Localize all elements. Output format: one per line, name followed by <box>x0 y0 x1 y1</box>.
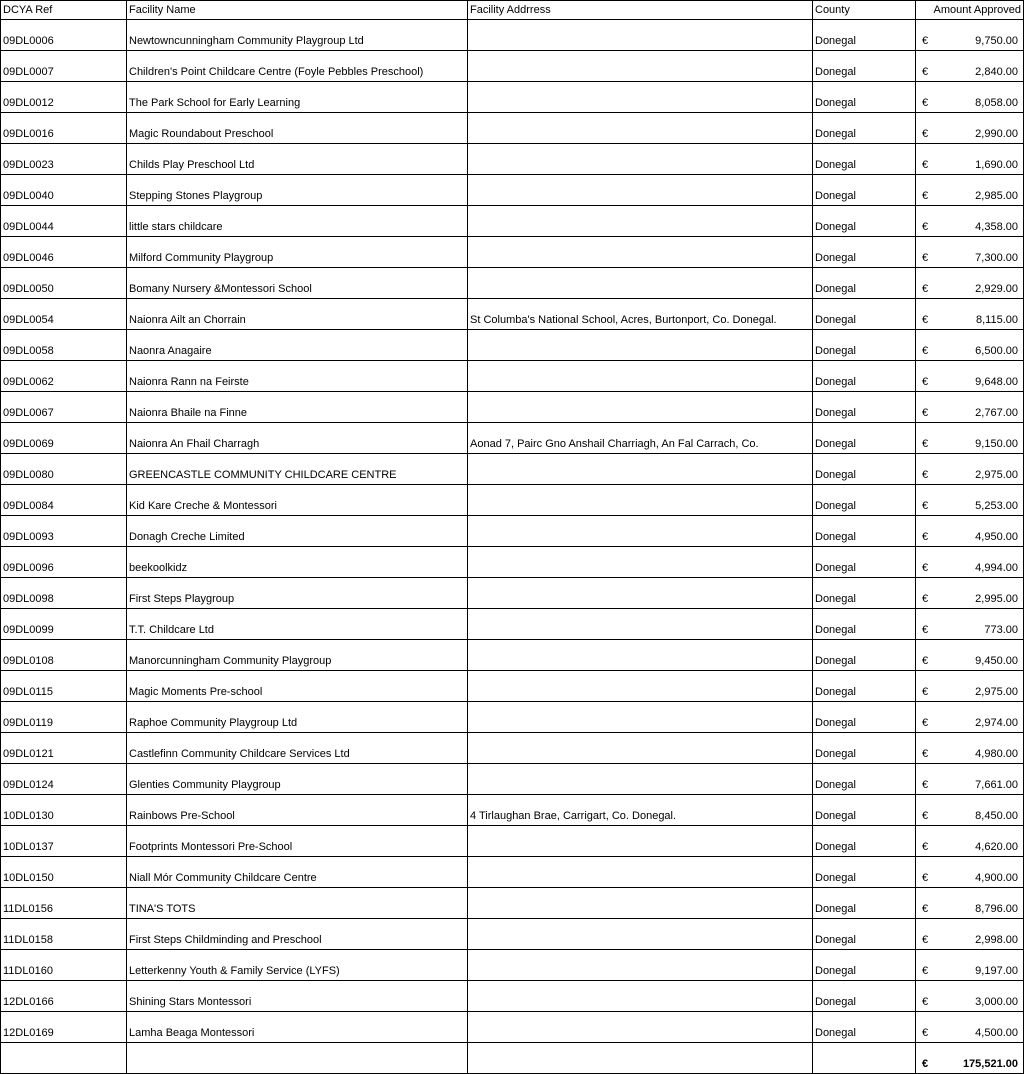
header-ref: DCYA Ref <box>1 1 127 20</box>
amount-cell <box>916 857 1024 888</box>
amount-value: 4,358.00 <box>975 221 1018 233</box>
amount-value: 5,253.00 <box>975 500 1018 512</box>
ref-cell: 09DL0093 <box>1 516 127 547</box>
facility-name-cell: Naonra Anagaire <box>127 330 468 361</box>
total-ref-cell <box>1 1043 127 1074</box>
facility-name-cell: Kid Kare Creche & Montessori <box>127 485 468 516</box>
currency-symbol: € <box>922 562 929 574</box>
ref-cell: 10DL0130 <box>1 795 127 826</box>
table-row <box>1 609 1024 640</box>
facility-address-cell <box>468 764 813 795</box>
facility-address-cell: 4 Tirlaughan Brae, Carrigart, Co. Donegal. <box>468 795 813 826</box>
county-cell: Donegal <box>813 702 916 733</box>
table-row <box>1 857 1024 888</box>
total-address-cell <box>468 1043 813 1074</box>
table-row <box>1 981 1024 1012</box>
facility-address-cell <box>468 454 813 485</box>
facility-name-cell: Manorcunningham Community Playgroup <box>127 640 468 671</box>
currency-symbol: € <box>922 66 929 78</box>
amount-value: 2,840.00 <box>975 66 1018 78</box>
ref-cell: 12DL0166 <box>1 981 127 1012</box>
facility-name-cell: Naionra Rann na Feirste <box>127 361 468 392</box>
amount-cell <box>916 144 1024 175</box>
facility-address-cell <box>468 578 813 609</box>
facility-address-cell <box>468 392 813 423</box>
amount-value: 2,929.00 <box>975 283 1018 295</box>
facility-address-cell <box>468 609 813 640</box>
ref-cell: 09DL0108 <box>1 640 127 671</box>
facility-name-cell: Niall Mór Community Childcare Centre <box>127 857 468 888</box>
amount-cell <box>916 547 1024 578</box>
amount-value: 4,994.00 <box>975 562 1018 574</box>
currency-symbol: € <box>922 810 929 822</box>
county-cell: Donegal <box>813 795 916 826</box>
amount-cell <box>916 640 1024 671</box>
amount-value: 9,648.00 <box>975 376 1018 388</box>
amount-cell <box>916 423 1024 454</box>
total-amount-cell <box>916 1043 1024 1074</box>
table-row <box>1 175 1024 206</box>
amount-cell <box>916 919 1024 950</box>
currency-symbol: € <box>922 965 929 977</box>
table-row <box>1 485 1024 516</box>
facility-name-cell: T.T. Childcare Ltd <box>127 609 468 640</box>
currency-symbol: € <box>922 593 929 605</box>
table-row <box>1 330 1024 361</box>
amount-value: 7,661.00 <box>975 779 1018 791</box>
currency-symbol: € <box>922 500 929 512</box>
amount-cell <box>916 485 1024 516</box>
facility-address-cell: St Columba's National School, Acres, Burtonport, Co. Donegal. <box>468 299 813 330</box>
amount-cell <box>916 671 1024 702</box>
currency-symbol: € <box>922 35 929 47</box>
table-row <box>1 82 1024 113</box>
currency-symbol: € <box>922 190 929 202</box>
table-row <box>1 640 1024 671</box>
table-body <box>1 20 1024 1074</box>
facility-name-cell: Stepping Stones Playgroup <box>127 175 468 206</box>
county-cell: Donegal <box>813 609 916 640</box>
currency-symbol: € <box>922 376 929 388</box>
table-row <box>1 733 1024 764</box>
amount-value: 773.00 <box>984 624 1018 636</box>
currency-symbol: € <box>922 345 929 357</box>
county-cell: Donegal <box>813 578 916 609</box>
currency-symbol: € <box>922 686 929 698</box>
facility-name-cell: The Park School for Early Learning <box>127 82 468 113</box>
ref-cell: 09DL0115 <box>1 671 127 702</box>
table-row <box>1 516 1024 547</box>
facility-address-cell <box>468 361 813 392</box>
facility-name-cell: TINA'S TOTS <box>127 888 468 919</box>
county-cell: Donegal <box>813 268 916 299</box>
county-cell: Donegal <box>813 237 916 268</box>
header-facility-address: Facility Addrress <box>468 1 813 20</box>
amount-cell <box>916 795 1024 826</box>
facility-name-cell: Naionra An Fhail Charragh <box>127 423 468 454</box>
table-row <box>1 144 1024 175</box>
amount-value: 2,985.00 <box>975 190 1018 202</box>
county-cell: Donegal <box>813 919 916 950</box>
ref-cell: 09DL0084 <box>1 485 127 516</box>
ref-cell: 09DL0050 <box>1 268 127 299</box>
currency-symbol: € <box>922 1058 929 1070</box>
amount-value: 8,058.00 <box>975 97 1018 109</box>
amount-value: 2,975.00 <box>975 686 1018 698</box>
currency-symbol: € <box>922 996 929 1008</box>
amount-cell <box>916 392 1024 423</box>
total-amount: 175,521.00 <box>962 1058 1018 1070</box>
currency-symbol: € <box>922 97 929 109</box>
ref-cell: 09DL0040 <box>1 175 127 206</box>
table-row <box>1 361 1024 392</box>
total-name-cell <box>127 1043 468 1074</box>
currency-symbol: € <box>922 314 929 326</box>
facility-address-cell <box>468 733 813 764</box>
facility-address-cell <box>468 237 813 268</box>
facility-address-cell <box>468 640 813 671</box>
county-cell: Donegal <box>813 857 916 888</box>
ref-cell: 09DL0044 <box>1 206 127 237</box>
currency-symbol: € <box>922 1027 929 1039</box>
table-row <box>1 826 1024 857</box>
ref-cell: 12DL0169 <box>1 1012 127 1043</box>
currency-symbol: € <box>922 128 929 140</box>
table-row <box>1 237 1024 268</box>
amount-value: 8,450.00 <box>975 810 1018 822</box>
table-row <box>1 392 1024 423</box>
facility-name-cell: Naionra Ailt an Chorrain <box>127 299 468 330</box>
facility-address-cell <box>468 826 813 857</box>
amount-cell <box>916 330 1024 361</box>
amount-value: 2,995.00 <box>975 593 1018 605</box>
facility-address-cell <box>468 485 813 516</box>
amount-cell <box>916 1012 1024 1043</box>
facility-address-cell <box>468 82 813 113</box>
county-cell: Donegal <box>813 51 916 82</box>
currency-symbol: € <box>922 655 929 667</box>
county-cell: Donegal <box>813 454 916 485</box>
facility-name-cell: Donagh Creche Limited <box>127 516 468 547</box>
amount-cell <box>916 702 1024 733</box>
facility-address-cell <box>468 175 813 206</box>
facility-address-cell <box>468 547 813 578</box>
table-row <box>1 671 1024 702</box>
ref-cell: 10DL0150 <box>1 857 127 888</box>
table-row <box>1 423 1024 454</box>
ref-cell: 11DL0160 <box>1 950 127 981</box>
amount-value: 4,500.00 <box>975 1027 1018 1039</box>
table-row <box>1 268 1024 299</box>
facility-name-cell: beekoolkidz <box>127 547 468 578</box>
facility-name-cell: Lamha Beaga Montessori <box>127 1012 468 1043</box>
county-cell: Donegal <box>813 485 916 516</box>
ref-cell: 09DL0007 <box>1 51 127 82</box>
ref-cell: 11DL0156 <box>1 888 127 919</box>
amount-value: 9,150.00 <box>975 438 1018 450</box>
table-row <box>1 795 1024 826</box>
county-cell: Donegal <box>813 20 916 51</box>
table-row <box>1 888 1024 919</box>
ref-cell: 11DL0158 <box>1 919 127 950</box>
currency-symbol: € <box>922 221 929 233</box>
table-row <box>1 547 1024 578</box>
ref-cell: 09DL0121 <box>1 733 127 764</box>
amount-value: 4,980.00 <box>975 748 1018 760</box>
facility-address-cell <box>468 51 813 82</box>
facility-name-cell: Milford Community Playgroup <box>127 237 468 268</box>
ref-cell: 09DL0096 <box>1 547 127 578</box>
table-row <box>1 51 1024 82</box>
header-row <box>1 1 1024 20</box>
amount-value: 2,990.00 <box>975 128 1018 140</box>
facility-name-cell: Bomany Nursery &Montessori School <box>127 268 468 299</box>
ref-cell: 09DL0006 <box>1 20 127 51</box>
table-row <box>1 702 1024 733</box>
amount-cell <box>916 237 1024 268</box>
ref-cell: 09DL0124 <box>1 764 127 795</box>
facility-name-cell: Newtowncunningham Community Playgroup Ltd <box>127 20 468 51</box>
facility-name-cell: Children's Point Childcare Centre (Foyle Pebbles Preschool) <box>127 51 468 82</box>
amount-cell <box>916 51 1024 82</box>
amount-value: 9,750.00 <box>975 35 1018 47</box>
facility-name-cell: Glenties Community Playgroup <box>127 764 468 795</box>
amount-cell <box>916 516 1024 547</box>
facility-address-cell <box>468 144 813 175</box>
table-row <box>1 206 1024 237</box>
facility-name-cell: Rainbows Pre-School <box>127 795 468 826</box>
facility-address-cell <box>468 888 813 919</box>
ref-cell: 09DL0119 <box>1 702 127 733</box>
facility-name-cell: Magic Roundabout Preschool <box>127 113 468 144</box>
table-row <box>1 1012 1024 1043</box>
facility-name-cell: little stars childcare <box>127 206 468 237</box>
county-cell: Donegal <box>813 516 916 547</box>
amount-value: 3,000.00 <box>975 996 1018 1008</box>
amount-cell <box>916 578 1024 609</box>
facility-address-cell <box>468 950 813 981</box>
amount-cell <box>916 981 1024 1012</box>
amount-cell <box>916 826 1024 857</box>
ref-cell: 09DL0016 <box>1 113 127 144</box>
currency-symbol: € <box>922 872 929 884</box>
amount-value: 9,450.00 <box>975 655 1018 667</box>
facility-address-cell <box>468 516 813 547</box>
facility-address-cell <box>468 702 813 733</box>
amount-cell <box>916 764 1024 795</box>
currency-symbol: € <box>922 283 929 295</box>
county-cell: Donegal <box>813 733 916 764</box>
amount-value: 4,620.00 <box>975 841 1018 853</box>
county-cell: Donegal <box>813 144 916 175</box>
facility-address-cell <box>468 330 813 361</box>
facility-name-cell: First Steps Childminding and Preschool <box>127 919 468 950</box>
facility-name-cell: GREENCASTLE COMMUNITY CHILDCARE CENTRE <box>127 454 468 485</box>
county-cell: Donegal <box>813 423 916 454</box>
table-row <box>1 578 1024 609</box>
amount-value: 8,115.00 <box>975 314 1018 326</box>
county-cell: Donegal <box>813 113 916 144</box>
amount-value: 4,900.00 <box>975 872 1018 884</box>
county-cell: Donegal <box>813 1012 916 1043</box>
currency-symbol: € <box>922 407 929 419</box>
amount-cell <box>916 206 1024 237</box>
facility-address-cell: Aonad 7, Pairc Gno Anshail Charriagh, An Fal Carrach, Co. <box>468 423 813 454</box>
total-county-cell <box>813 1043 916 1074</box>
amount-cell <box>916 20 1024 51</box>
currency-symbol: € <box>922 438 929 450</box>
amount-cell <box>916 888 1024 919</box>
ref-cell: 09DL0080 <box>1 454 127 485</box>
county-cell: Donegal <box>813 888 916 919</box>
currency-symbol: € <box>922 159 929 171</box>
amount-cell <box>916 82 1024 113</box>
facility-name-cell: Castlefinn Community Childcare Services Ltd <box>127 733 468 764</box>
ref-cell: 09DL0067 <box>1 392 127 423</box>
table-row <box>1 113 1024 144</box>
ref-cell: 10DL0137 <box>1 826 127 857</box>
facility-address-cell <box>468 919 813 950</box>
table-row <box>1 299 1024 330</box>
currency-symbol: € <box>922 934 929 946</box>
amount-value: 2,998.00 <box>975 934 1018 946</box>
facility-name-cell: Letterkenny Youth & Family Service (LYFS) <box>127 950 468 981</box>
ref-cell: 09DL0012 <box>1 82 127 113</box>
ref-cell: 09DL0058 <box>1 330 127 361</box>
facility-address-cell <box>468 206 813 237</box>
facility-address-cell <box>468 857 813 888</box>
county-cell: Donegal <box>813 206 916 237</box>
amount-cell <box>916 609 1024 640</box>
county-cell: Donegal <box>813 640 916 671</box>
facility-name-cell: Magic Moments Pre-school <box>127 671 468 702</box>
county-cell: Donegal <box>813 82 916 113</box>
header-amount-approved: Amount Approved <box>916 1 1024 20</box>
ref-cell: 09DL0069 <box>1 423 127 454</box>
ref-cell: 09DL0054 <box>1 299 127 330</box>
county-cell: Donegal <box>813 175 916 206</box>
amount-cell <box>916 950 1024 981</box>
amount-cell <box>916 361 1024 392</box>
header-county: County <box>813 1 916 20</box>
amount-value: 1,690.00 <box>975 159 1018 171</box>
facility-address-cell <box>468 113 813 144</box>
county-cell: Donegal <box>813 330 916 361</box>
table-row <box>1 764 1024 795</box>
facility-address-cell <box>468 20 813 51</box>
currency-symbol: € <box>922 841 929 853</box>
county-cell: Donegal <box>813 981 916 1012</box>
amount-value: 2,975.00 <box>975 469 1018 481</box>
county-cell: Donegal <box>813 950 916 981</box>
amount-value: 2,767.00 <box>975 407 1018 419</box>
amount-cell <box>916 268 1024 299</box>
amount-value: 4,950.00 <box>975 531 1018 543</box>
currency-symbol: € <box>922 531 929 543</box>
amount-cell <box>916 175 1024 206</box>
amount-cell <box>916 299 1024 330</box>
facility-name-cell: Shining Stars Montessori <box>127 981 468 1012</box>
county-cell: Donegal <box>813 392 916 423</box>
facility-name-cell: Naionra Bhaile na Finne <box>127 392 468 423</box>
facility-address-cell <box>468 1012 813 1043</box>
table-row <box>1 20 1024 51</box>
header-facility-name: Facility Name <box>127 1 468 20</box>
currency-symbol: € <box>922 717 929 729</box>
ref-cell: 09DL0062 <box>1 361 127 392</box>
facility-name-cell: Childs Play Preschool Ltd <box>127 144 468 175</box>
table-row <box>1 950 1024 981</box>
county-cell: Donegal <box>813 764 916 795</box>
ref-cell: 09DL0098 <box>1 578 127 609</box>
county-cell: Donegal <box>813 671 916 702</box>
facility-address-cell <box>468 268 813 299</box>
currency-symbol: € <box>922 748 929 760</box>
amount-cell <box>916 113 1024 144</box>
amount-value: 2,974.00 <box>975 717 1018 729</box>
currency-symbol: € <box>922 779 929 791</box>
amount-cell <box>916 733 1024 764</box>
county-cell: Donegal <box>813 361 916 392</box>
table-row <box>1 919 1024 950</box>
amount-cell <box>916 454 1024 485</box>
facility-name-cell: Raphoe Community Playgroup Ltd <box>127 702 468 733</box>
amount-value: 6,500.00 <box>975 345 1018 357</box>
facility-name-cell: First Steps Playgroup <box>127 578 468 609</box>
amount-value: 7,300.00 <box>975 252 1018 264</box>
county-cell: Donegal <box>813 547 916 578</box>
ref-cell: 09DL0046 <box>1 237 127 268</box>
total-row <box>1 1043 1024 1074</box>
county-cell: Donegal <box>813 299 916 330</box>
amount-value: 8,796.00 <box>975 903 1018 915</box>
currency-symbol: € <box>922 469 929 481</box>
facility-address-cell <box>468 981 813 1012</box>
currency-symbol: € <box>922 252 929 264</box>
facility-name-cell: Footprints Montessori Pre-School <box>127 826 468 857</box>
currency-symbol: € <box>922 624 929 636</box>
ref-cell: 09DL0099 <box>1 609 127 640</box>
currency-symbol: € <box>922 903 929 915</box>
ref-cell: 09DL0023 <box>1 144 127 175</box>
county-cell: Donegal <box>813 826 916 857</box>
facility-address-cell <box>468 671 813 702</box>
table-row <box>1 454 1024 485</box>
amount-value: 9,197.00 <box>975 965 1018 977</box>
